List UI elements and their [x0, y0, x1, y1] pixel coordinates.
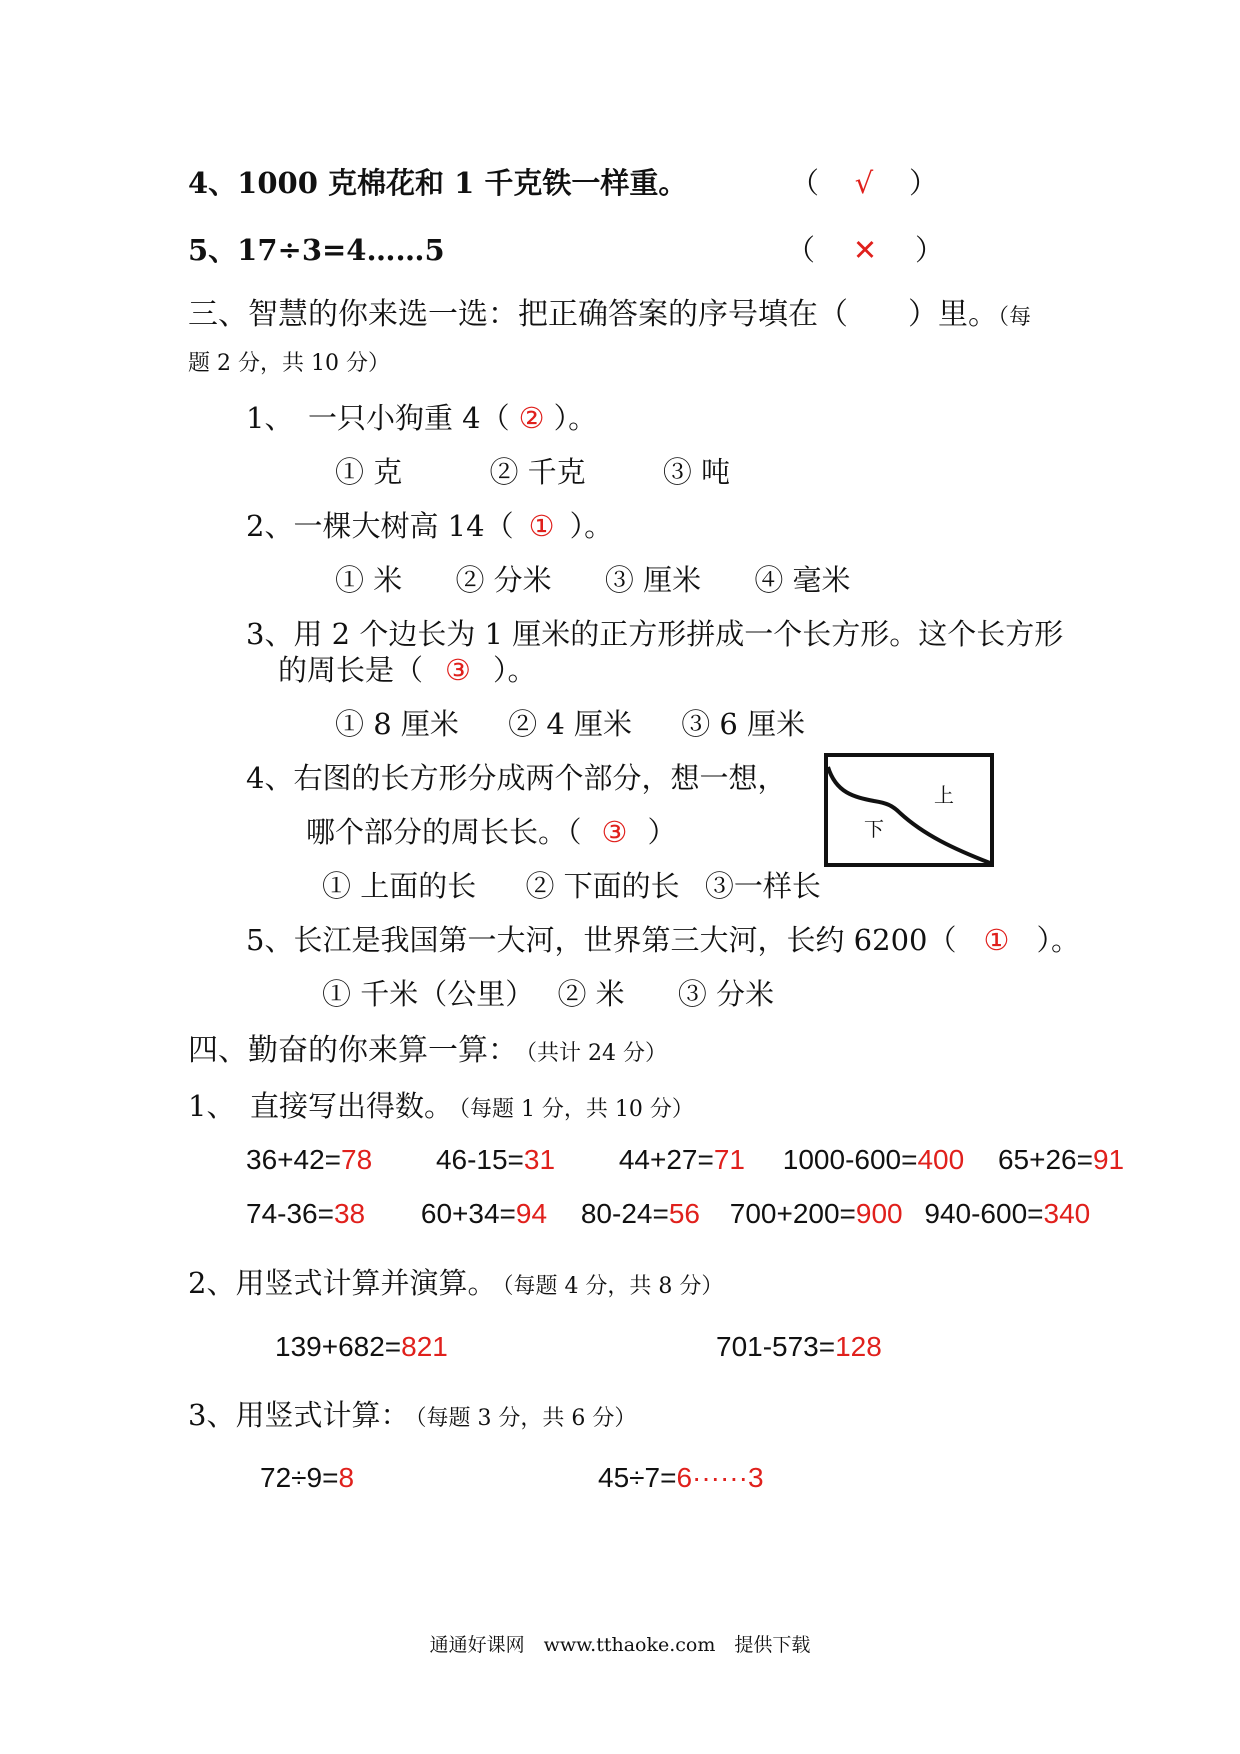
- s3-q2-option-4: ④ 毫米: [754, 563, 851, 597]
- s3-q5-answer: ①: [983, 925, 1010, 957]
- judge-q4-answer-mark: √: [854, 166, 874, 200]
- s3-q2-options: [335, 562, 851, 598]
- s3-q3-option-1: ① 8 厘米: [335, 707, 459, 741]
- s3-q4-options: [322, 868, 821, 904]
- figure-label-bottom: 下: [864, 817, 884, 841]
- s3-q5-option-3: ③ 分米: [677, 977, 775, 1011]
- s3-q3-option-2: ② 4 厘米: [508, 707, 632, 741]
- section4-title: 四、勤奋的你来算一算： （共计 24 分）: [188, 1033, 667, 1068]
- s3-q5-option-1: ① 千米（公里）: [322, 977, 535, 1011]
- s3-q1-options: [335, 454, 730, 490]
- s3-q4-option-2: ② 下面的长: [525, 869, 680, 903]
- s3-q1-option-1: ① 克: [335, 455, 403, 489]
- s3-q2-answer: ①: [528, 511, 555, 543]
- s3-q2-option-2: ② 分米: [455, 563, 552, 597]
- s4-p1-title: 1、 直接写出得数。 （每题 1 分，共 10 分）: [188, 1089, 694, 1123]
- s3-q2-option-3: ③ 厘米: [604, 563, 702, 597]
- s4-p1-row2: [246, 1196, 1090, 1232]
- s3-q4-answer: ③: [601, 817, 628, 849]
- s3-q4-stem-b: 哪个部分的周长长。（ ③ ）: [306, 815, 677, 849]
- s3-q5-options: [322, 976, 774, 1012]
- s3-q1-option-2: ② 千克: [489, 455, 586, 489]
- section3-note: 题 2 分，共 10 分）: [188, 351, 390, 376]
- section3-title: 三、智慧的你来选一选：把正确答案的序号填在（ ）里。（每: [188, 297, 1032, 332]
- s4-p2-item-2: 701-573=128: [716, 1331, 882, 1362]
- s4-p3-item-1: 72÷9=8: [260, 1462, 355, 1493]
- s3-q4-stem-a: 4、右图的长方形分成两个部分，想一想，: [246, 761, 787, 795]
- judge-q4: [188, 165, 687, 201]
- s3-q1-stem: 1、 一只小狗重 4（ ② ）。: [246, 401, 598, 435]
- rectangle-diagram: [824, 753, 994, 867]
- calc-r2-3: 80-24=56: [580, 1198, 700, 1229]
- calc-r1-1: 36+42=78: [246, 1144, 373, 1175]
- s3-q4-option-1: ① 上面的长: [322, 869, 477, 903]
- judge-q4-text: 4、1000 克棉花和 1 千克铁一样重。: [188, 166, 688, 200]
- calc-r2-1: 74-36=38: [246, 1198, 366, 1229]
- s3-q3-options: [335, 706, 805, 742]
- calc-r2-2: 60+34=94: [420, 1198, 548, 1229]
- s3-q1-option-3: ③ 吨: [662, 455, 731, 489]
- judge-q4-answer: （ √ ）: [790, 166, 939, 200]
- calc-r2-5: 940-600=340: [924, 1198, 1091, 1229]
- s3-q2-option-1: ① 米: [335, 563, 403, 597]
- footer-source: 通通好课网 www.tthaoke.com 提供下载: [429, 1634, 811, 1656]
- s3-q3-option-3: ③ 6 厘米: [681, 707, 806, 741]
- s3-q5-option-2: ② 米: [557, 977, 625, 1011]
- s4-p3-item-2: 45÷7=6······3: [598, 1462, 764, 1493]
- s3-q3-stem-a: 3、用 2 个边长为 1 厘米的正方形拼成一个长方形。这个长方形: [246, 617, 1064, 651]
- s4-p3-title: 3、用竖式计算： （每题 3 分，共 6 分）: [188, 1398, 637, 1432]
- s4-p2-title: 2、用竖式计算并演算。 （每题 4 分，共 8 分）: [188, 1266, 724, 1300]
- calc-r1-4: 1000-600=400: [782, 1144, 965, 1175]
- s3-q4-option-3: ③一样长: [704, 869, 821, 903]
- judge-q5-answer-mark: ✕: [852, 233, 878, 267]
- rectangle-outline: [826, 755, 992, 865]
- s3-q5-stem: 5、长江是我国第一大河，世界第三大河，长约 6200（ ① ）。: [246, 923, 1080, 957]
- s3-q3-stem-b: 的周长是（ ③ ）。: [278, 653, 537, 687]
- s3-q1-answer: ②: [518, 403, 545, 435]
- calc-r2-4: 700+200=900: [729, 1198, 903, 1229]
- rectangle-figure: [824, 753, 994, 867]
- calc-r1-3: 44+27=71: [618, 1144, 745, 1175]
- judge-q5-text: 5、17÷3=4……5: [188, 233, 445, 267]
- s4-p2-item-1: 139+682=821: [275, 1331, 448, 1362]
- dividing-curve: [828, 767, 990, 863]
- s3-q3-answer: ③: [445, 655, 472, 687]
- figure-label-top: 上: [934, 783, 954, 807]
- judge-q5: [188, 232, 445, 268]
- s4-p1-row1: [246, 1142, 1124, 1178]
- section4-note: （共计 24 分）: [526, 1041, 667, 1066]
- s3-q2-stem: 2、一棵大树高 14（ ① ）。: [246, 509, 614, 543]
- calc-r1-5: 65+26=91: [997, 1144, 1125, 1175]
- judge-q5-answer: （ ✕ ）: [786, 233, 945, 267]
- calc-r1-2: 46-15=31: [435, 1144, 556, 1175]
